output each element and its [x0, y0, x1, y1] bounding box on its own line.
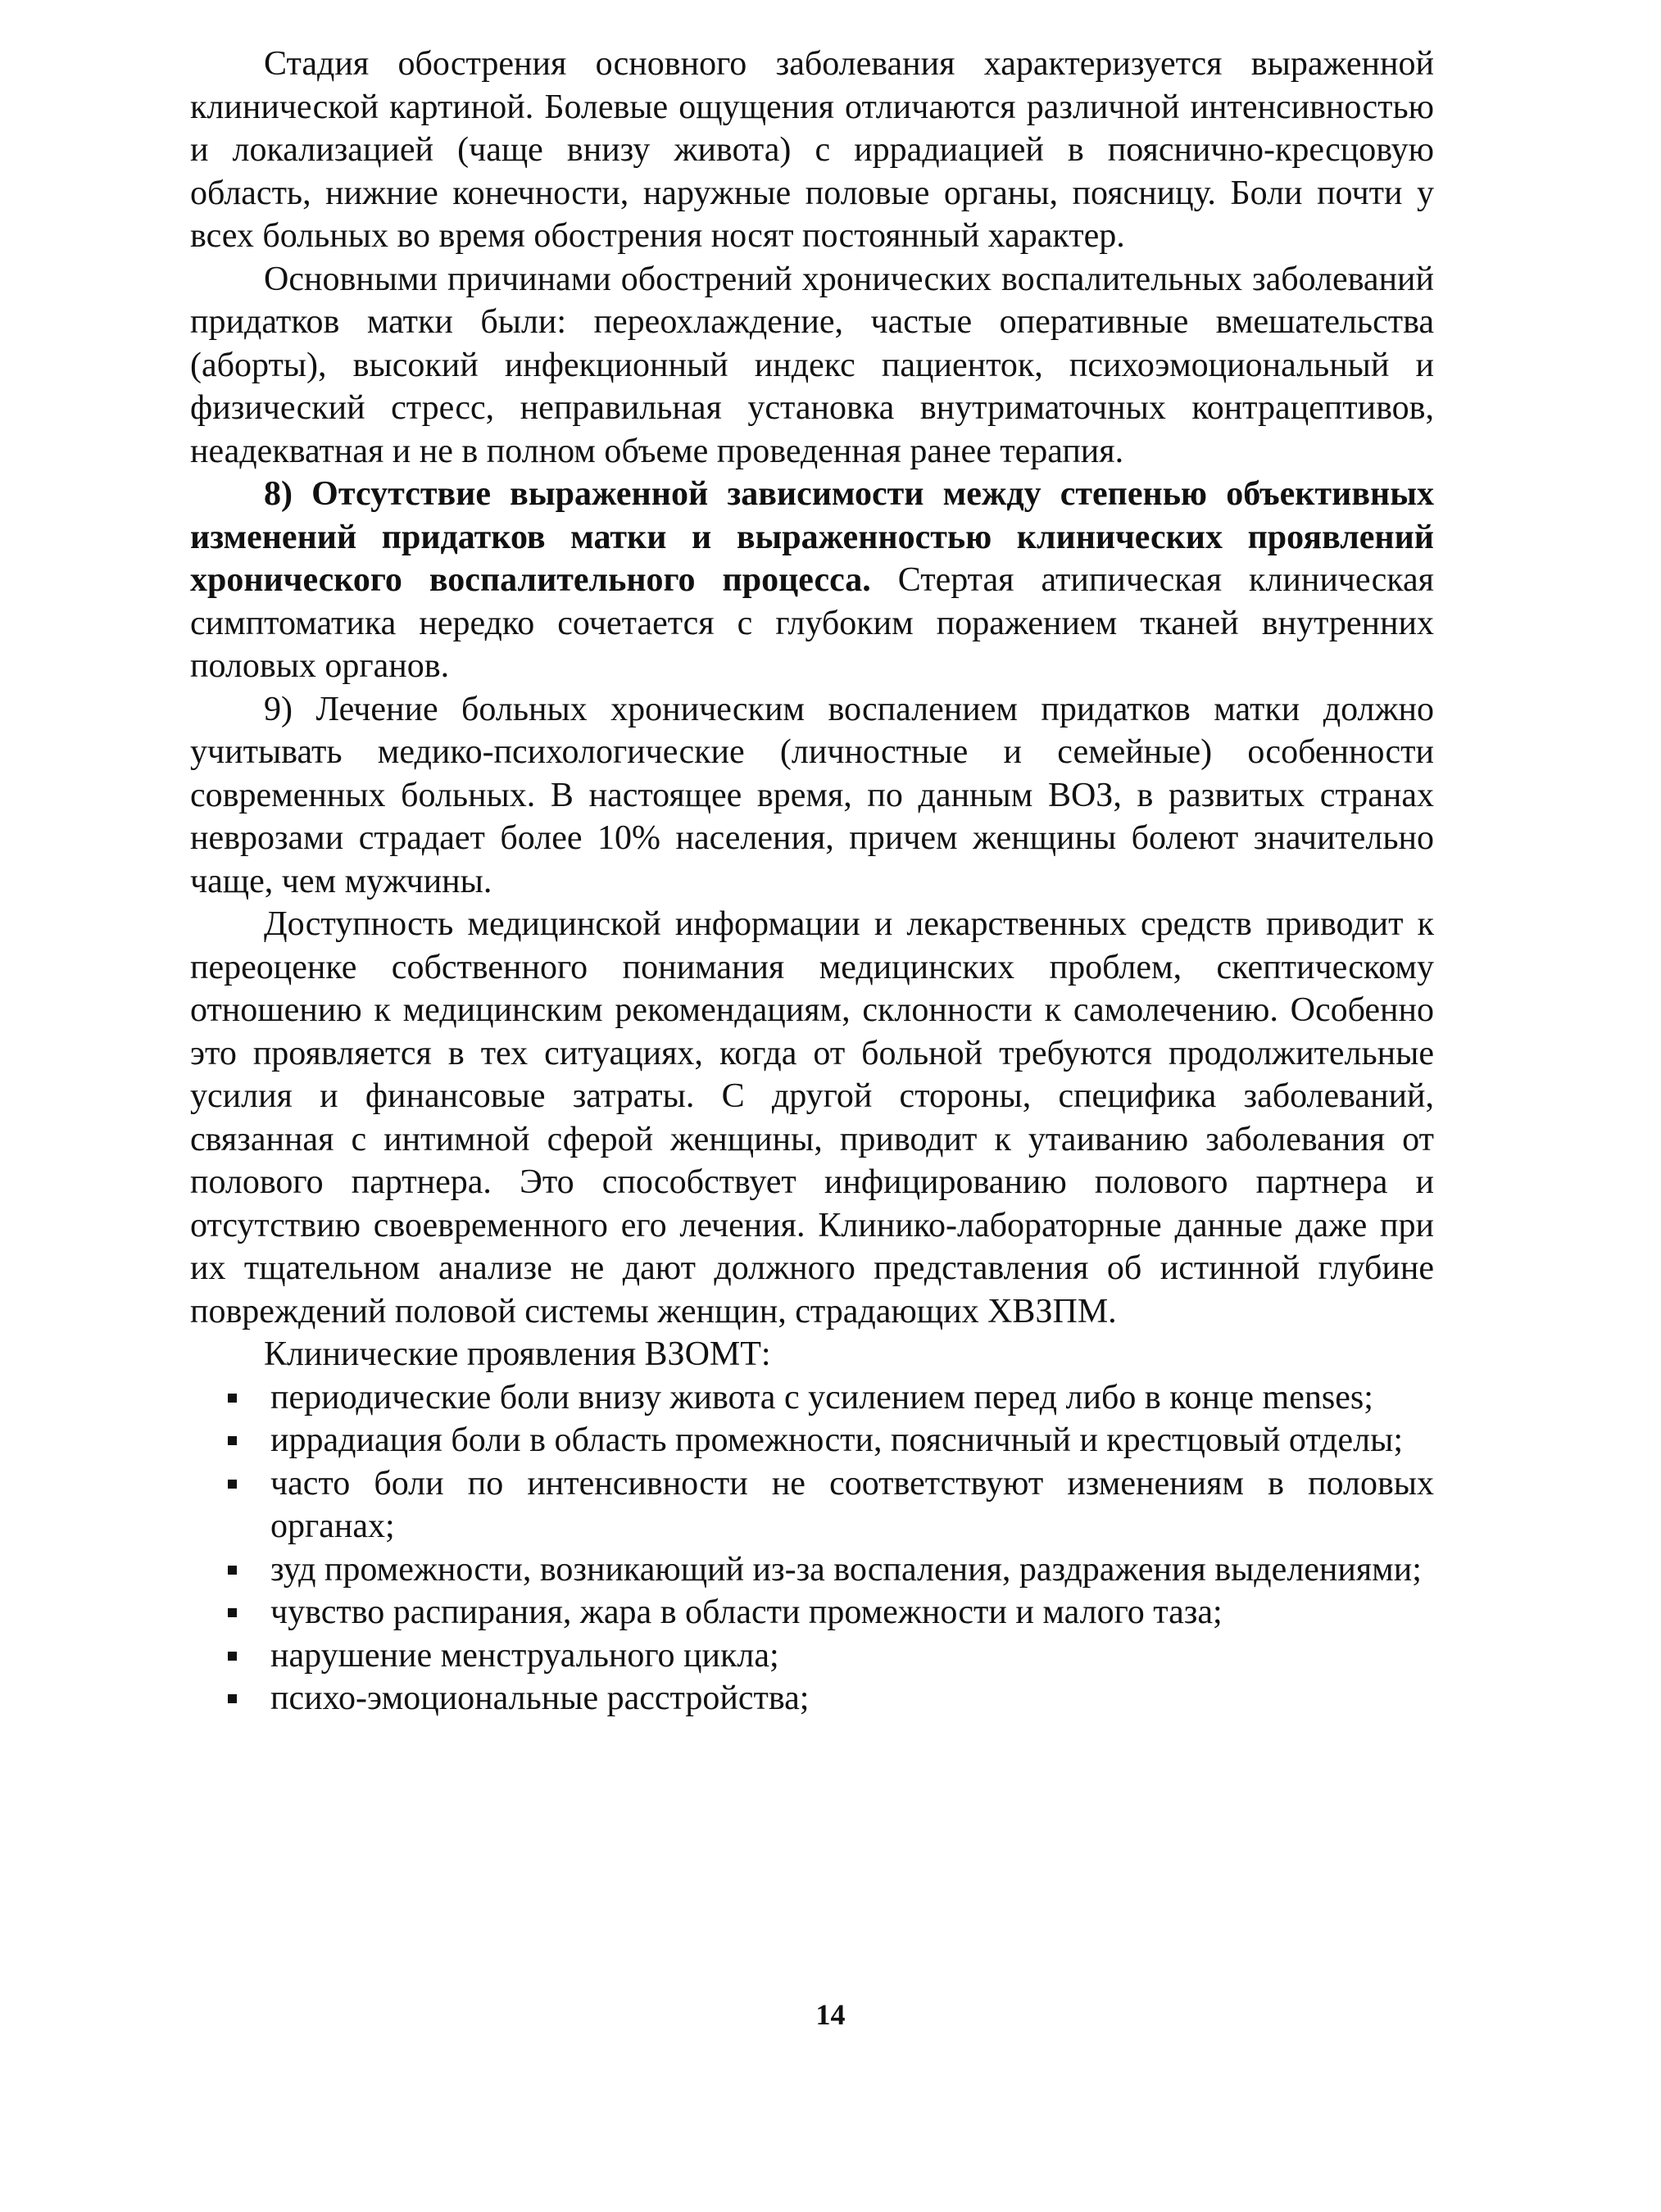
paragraph-text: Стертая атипическая клиническая симптоматика нередко сочетается с глубоким поражением тканей внутренних половых органов.: [190, 561, 1434, 685]
bullet-square-icon: [228, 1652, 237, 1661]
paragraph-text: Доступность медицинской информации и лекарственных средств приводит к переоценке собственного понимания медицинских проблем, скептическому отношению к медицинским рекомендациям, склонности к самолечению. Особенно это проявляется в тех ситуациях, когда от больной требуются продолжительные усилия и финансовые затраты. С другой стороны, специфика заболеваний, связанная с интимной сферой женщины, приводит к утаиванию заболевания от полового партнера. Это способствует инфицированию полового партнера и отсутствию своевременного его лечения. Клинико-лабораторные данные даже при их тщательном анализе не дают должного представления об истинной глубине повреждений половой системы женщин, страдающих ХВЗПМ.: [190, 905, 1434, 1330]
list-item: [190, 1376, 1434, 1420]
symptom-list: [190, 1376, 1434, 1720]
paragraph-point-8: [190, 473, 1434, 688]
paragraph-text: Стадия обострения основного заболевания характеризуется выраженной клинической картиной. Болевые ощущения отличаются различной интенсивностью и локализацией (чаще внизу живота) с иррадиацией в пояснично-кресцовую область, нижние конечности, наружные половые органы, поясницу. Боли почти у всех больных во время обострения носят постоянный характер.: [190, 45, 1434, 255]
bullet-square-icon: [228, 1394, 237, 1403]
list-item-text: психо-эмоциональные расстройства;: [270, 1679, 810, 1717]
list-item: [190, 1548, 1434, 1592]
list-item-text: периодические боли внизу живота с усилением перед либо в конце menses;: [270, 1378, 1373, 1416]
paragraph-exacerbation-stage: [190, 43, 1434, 258]
list-item-text: нарушение менструального цикла;: [270, 1636, 779, 1675]
paragraph-text: Основными причинами обострений хронических воспалительных заболеваний придатков матки были: переохлаждение, частые оперативные вмешательства (аборты), высокий инфекционный индекс пациенток, психоэмоциональный и физический стресс, неправильная установка внутриматочных контрацептивов, неадекватная и не в полном объеме проведенная ранее терапия.: [190, 260, 1434, 470]
list-item: [190, 1634, 1434, 1678]
paragraph-point-9: [190, 688, 1434, 904]
list-item-text: иррадиация боли в область промежности, поясничный и крестцовый отделы;: [270, 1421, 1404, 1459]
list-item: [190, 1462, 1434, 1548]
list-item: [190, 1419, 1434, 1462]
bullet-square-icon: [228, 1436, 237, 1445]
list-heading: Клинические проявления ВЗОМТ:: [264, 1335, 771, 1373]
paragraph-text: 9) Лечение больных хроническим воспалением придатков матки должно учитывать медико-психологические (личностные и семейные) особенности современных больных. В настоящее время, по данным ВОЗ, в развитых странах неврозами страдает более 10% населения, причем женщины болеют значительно чаще, чем мужчины.: [190, 690, 1434, 900]
list-item: [190, 1677, 1434, 1720]
bullet-square-icon: [228, 1608, 237, 1617]
bullet-square-icon: [228, 1480, 237, 1489]
paragraph-bold-lead: 8) Отсутствие выраженной зависимости между степенью объективных изменений придатков матки и выраженностью клинических проявлений хронического воспалительного процесса.: [190, 475, 1434, 599]
list-item-text: часто боли по интенсивности не соответствуют изменениям в половых органах;: [270, 1464, 1434, 1545]
document-page: [190, 43, 1434, 1720]
paragraph-exacerbation-causes: [190, 258, 1434, 474]
list-item-text: чувство распирания, жара в области промежности и малого таза;: [270, 1593, 1223, 1631]
paragraph-information-access: [190, 903, 1434, 1333]
list-item-text: зуд промежности, возникающий из-за воспаления, раздражения выделениями;: [270, 1550, 1422, 1589]
bullet-square-icon: [228, 1694, 237, 1703]
page-number: 14: [815, 1998, 846, 2031]
bullet-square-icon: [228, 1566, 237, 1575]
list-item: [190, 1591, 1434, 1634]
